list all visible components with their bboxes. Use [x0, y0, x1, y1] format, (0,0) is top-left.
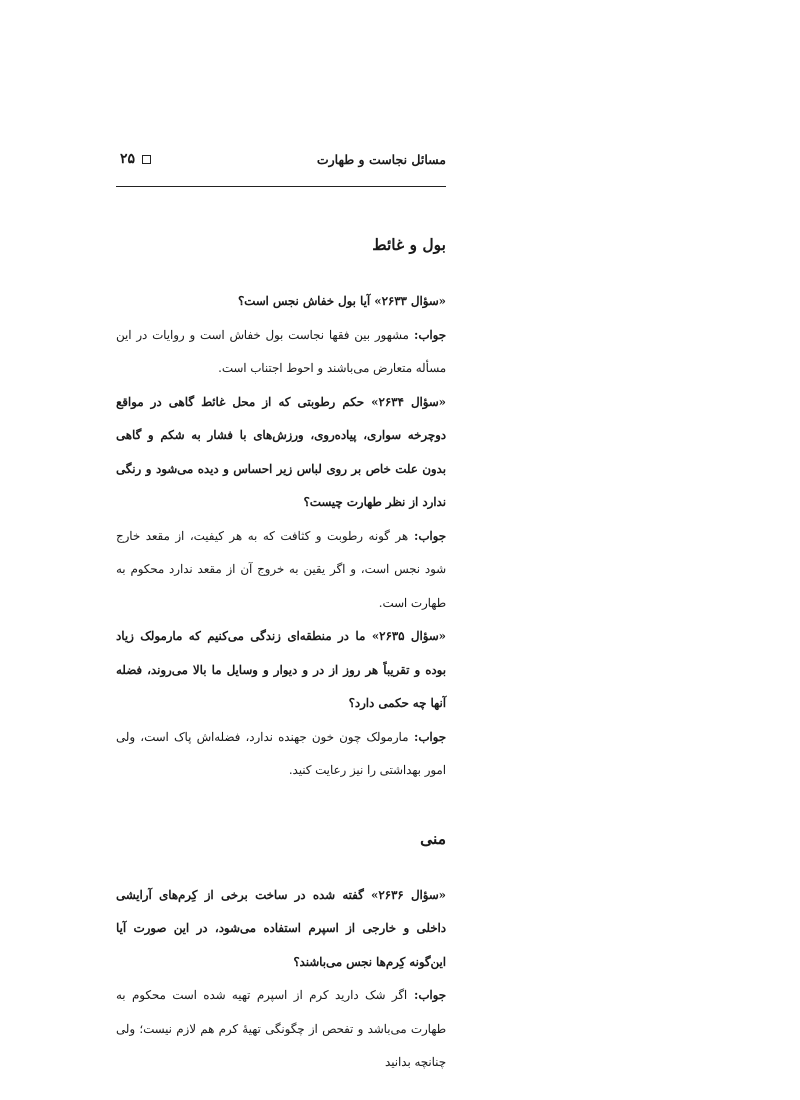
page-header [116, 148, 446, 187]
answer-text: هر گونه رطوبت و کثافت که به هر کیفیت، از مقعد خارج شود نجس است، و اگر یقین به خروج آن از مقعد ندارد محکوم به طهارت است. [116, 528, 446, 610]
question-paragraph [116, 879, 446, 980]
answer-label: جواب: [408, 327, 446, 342]
question-text: ما در منطقه‌ای زندگی می‌کنیم که مارمولک زیاد بوده و تقریباً هر روز از در و دیوار و وسایل ما بالا می‌روند، فضله آنها چه حکمی دارد؟ [116, 629, 446, 710]
answer-paragraph [116, 979, 446, 1080]
question-number: «سؤال ۲۶۳۳» [370, 294, 446, 308]
section-heading: بول و غائط [372, 235, 446, 254]
question-paragraph [116, 285, 446, 319]
question-number: «سؤال ۲۶۳۴» [363, 394, 446, 409]
square-ornament-icon [142, 155, 151, 164]
question-text: گفته شده در ساخت برخی از کِرم‌های آرایشی داخلی و خارجی از اسپرم استفاده می‌شود، در این صورت آیا این‌گونه کِرم‌ها نجس می‌باشند؟ [116, 887, 446, 969]
answer-label: جواب: [408, 729, 446, 744]
answer-text: مشهور بین فقها نجاست بول خفاش است و روایات در این مسأله متعارض می‌باشند و احوط اجتناب است. [116, 327, 446, 375]
question-number: «سؤال ۲۶۳۵» [365, 629, 446, 643]
answer-paragraph [116, 319, 446, 386]
section-heading: منی [420, 828, 446, 848]
page-number: ۲۵ [120, 151, 136, 167]
page-content [116, 232, 446, 1080]
question-text: حکم رطوبتی که از محل غائط گاهی در مواقع دوچرخه سواری، پیاده‌روی، ورزش‌های با فشار به شکم و گاهی بدون علت خاص بر روی لباس زیر احساس و دیده می‌شود و رنگی ندارد از نظر طهارت چیست؟ [116, 394, 446, 509]
answer-label: جواب: [408, 528, 447, 543]
answer-text: اگر شک دارید کرم از اسپرم تهیه شده است محکوم به طهارت می‌باشد و تفحص از چگونگی تهیهٔ کرم هم لازم نیست؛ ولی چنانچه بدانید [116, 988, 446, 1069]
answer-paragraph [116, 721, 446, 788]
answer-label: جواب: [407, 988, 446, 1002]
answer-paragraph [116, 520, 446, 621]
question-text: آیا بول خفاش نجس است؟ [237, 294, 371, 308]
running-title: مسائل نجاست و طهارت [316, 152, 446, 167]
question-paragraph [116, 620, 446, 721]
question-paragraph [116, 386, 446, 520]
question-number: «سؤال ۲۶۳۶» [363, 887, 446, 902]
page-number-block [120, 151, 151, 167]
answer-text: مارمولک چون خون جهنده ندارد، فضله‌اش پاک است، ولی امور بهداشتی را نیز رعایت کنید. [116, 729, 446, 777]
book-page [116, 0, 446, 1100]
